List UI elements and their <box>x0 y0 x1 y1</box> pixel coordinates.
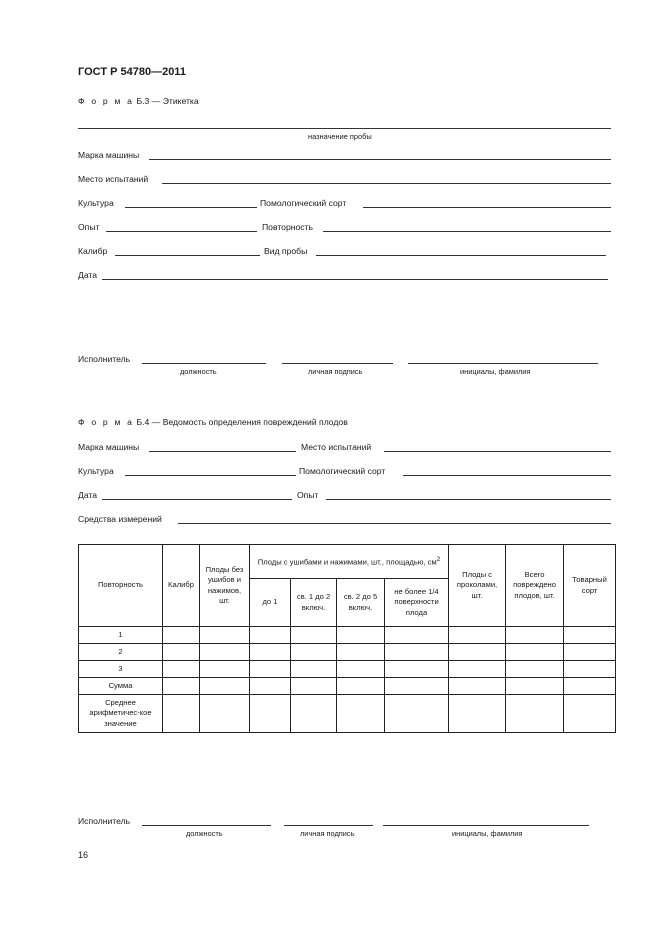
form-b3-title <box>78 96 199 106</box>
b3-executor-label: Исполнитель <box>78 354 131 364</box>
b3-name-line[interactable] <box>408 363 598 364</box>
b3-signature-line[interactable] <box>282 363 393 364</box>
row-label: Сумма <box>79 678 163 695</box>
table-cell[interactable] <box>200 695 250 733</box>
b4-position-line[interactable] <box>142 825 271 826</box>
table-cell[interactable] <box>250 627 291 644</box>
b4-date-line[interactable] <box>102 499 292 500</box>
table-cell[interactable] <box>291 644 337 661</box>
b4-experiment-line[interactable] <box>326 499 611 500</box>
table-cell[interactable] <box>385 661 449 678</box>
b3-machine-brand-line[interactable] <box>149 159 611 160</box>
table-row <box>79 661 616 678</box>
b3-date-label: Дата <box>78 270 98 280</box>
b3-position-line[interactable] <box>142 363 266 364</box>
sub-2-to-5-header: св. 2 до 5 включ. <box>337 579 385 627</box>
purpose-caption: назначение пробы <box>308 132 372 141</box>
page-number: 16 <box>78 850 89 860</box>
purpose-line[interactable] <box>78 128 611 129</box>
b3-sample-type-line[interactable] <box>316 255 606 256</box>
table-cell[interactable] <box>564 661 616 678</box>
table-cell[interactable] <box>250 644 291 661</box>
b3-experiment-label: Опыт <box>78 222 100 232</box>
b4-name-caption: инициалы, фамилия <box>452 829 523 838</box>
table-cell[interactable] <box>337 695 385 733</box>
table-cell[interactable] <box>163 661 200 678</box>
table-row <box>79 627 616 644</box>
table-cell[interactable] <box>449 678 506 695</box>
table-cell[interactable] <box>291 627 337 644</box>
table-cell[interactable] <box>564 695 616 733</box>
sub-quarter-header: не более 1/4 поверхности плода <box>385 579 449 627</box>
table-cell[interactable] <box>449 661 506 678</box>
b3-experiment-line[interactable] <box>106 231 257 232</box>
b3-test-place-line[interactable] <box>162 183 611 184</box>
sub-up-to-1-header: до 1 <box>250 579 291 627</box>
table-cell[interactable] <box>337 644 385 661</box>
standard-header: ГОСТ Р 54780—2011 <box>78 66 186 78</box>
table-row <box>79 644 616 661</box>
b4-variety-label: Помологический сорт <box>299 466 386 476</box>
table-cell[interactable] <box>506 644 564 661</box>
table-cell[interactable] <box>449 627 506 644</box>
b4-name-line[interactable] <box>383 825 589 826</box>
table-row <box>79 678 616 695</box>
b3-crop-line[interactable] <box>125 207 257 208</box>
form-b3-title-rest: Б.3 — Этикетка <box>136 96 199 106</box>
b3-variety-line[interactable] <box>363 207 611 208</box>
b4-tools-label: Средства измерений <box>78 514 162 524</box>
b4-position-caption: должность <box>186 829 223 838</box>
bruises-group-sup: 2 <box>436 555 441 563</box>
table-cell[interactable] <box>200 644 250 661</box>
b4-signature-line[interactable] <box>284 825 373 826</box>
b3-variety-label: Помологический сорт <box>260 198 347 208</box>
table-cell[interactable] <box>506 695 564 733</box>
b3-position-caption: должность <box>180 367 217 376</box>
table-cell[interactable] <box>449 695 506 733</box>
table-cell[interactable] <box>449 644 506 661</box>
col-commercial-header: Товарный сорт <box>564 545 616 627</box>
b4-test-place-line[interactable] <box>384 451 611 452</box>
form-b3-title-word: Ф о р м а <box>78 96 135 106</box>
row-label: 1 <box>79 627 163 644</box>
row-label: 3 <box>79 661 163 678</box>
table-cell[interactable] <box>385 644 449 661</box>
table-cell[interactable] <box>506 678 564 695</box>
b4-machine-brand-label: Марка машины <box>78 442 140 452</box>
b3-signature-caption: личная подпись <box>308 367 363 376</box>
b3-caliber-label: Калибр <box>78 246 108 256</box>
table-cell[interactable] <box>385 678 449 695</box>
col-no-bruises-header: Плоды без ушибов и нажимов, шт. <box>200 545 250 627</box>
table-cell[interactable] <box>163 695 200 733</box>
table-cell[interactable] <box>163 644 200 661</box>
table-cell[interactable] <box>337 627 385 644</box>
col-repetition-header: Повторность <box>79 545 163 627</box>
b4-test-place-label: Место испытаний <box>301 442 372 452</box>
b4-crop-label: Культура <box>78 466 114 476</box>
b3-crop-label: Культура <box>78 198 114 208</box>
table-cell[interactable] <box>506 627 564 644</box>
b4-tools-line[interactable] <box>178 523 611 524</box>
table-cell[interactable] <box>163 678 200 695</box>
row-label: 2 <box>79 644 163 661</box>
table-row <box>79 695 616 733</box>
form-b4-title-rest: Б.4 — Ведомость определения повреждений плодов <box>136 417 348 427</box>
b3-date-line[interactable] <box>102 279 608 280</box>
table-cell[interactable] <box>250 678 291 695</box>
b3-repetition-line[interactable] <box>323 231 611 232</box>
col-caliber-header: Калибр <box>163 545 200 627</box>
table-cell[interactable] <box>250 695 291 733</box>
table-cell[interactable] <box>564 644 616 661</box>
b4-date-label: Дата <box>78 490 98 500</box>
table-cell[interactable] <box>385 627 449 644</box>
damage-table <box>78 544 616 733</box>
table-cell[interactable] <box>200 627 250 644</box>
table-cell[interactable] <box>385 695 449 733</box>
table-cell[interactable] <box>291 678 337 695</box>
table-cell[interactable] <box>506 661 564 678</box>
table-cell[interactable] <box>337 661 385 678</box>
b4-executor-label: Исполнитель <box>78 816 131 826</box>
b3-caliber-line[interactable] <box>115 255 260 256</box>
b3-sample-type-label: Вид пробы <box>264 246 308 256</box>
b3-name-caption: инициалы, фамилия <box>460 367 531 376</box>
table-cell[interactable] <box>291 695 337 733</box>
row-label: Среднее арифметичес-кое значение <box>79 695 163 733</box>
table-cell[interactable] <box>564 627 616 644</box>
b3-machine-brand-label: Марка машины <box>78 150 140 160</box>
col-bruises-group-header <box>250 545 449 579</box>
b3-repetition-label: Повторность <box>262 222 313 232</box>
table-cell[interactable] <box>163 627 200 644</box>
form-b4-title-word: Ф о р м а <box>78 417 135 427</box>
col-punctures-header: Плоды с проколами, шт. <box>449 545 506 627</box>
b3-test-place-label: Место испытаний <box>78 174 149 184</box>
table-cell[interactable] <box>291 661 337 678</box>
table-cell[interactable] <box>200 661 250 678</box>
b4-machine-brand-line[interactable] <box>149 451 296 452</box>
sub-1-to-2-header: св. 1 до 2 включ. <box>291 579 337 627</box>
b4-crop-line[interactable] <box>125 475 296 476</box>
table-cell[interactable] <box>564 678 616 695</box>
form-b4-title <box>78 417 348 427</box>
table-cell[interactable] <box>250 661 291 678</box>
table-cell[interactable] <box>200 678 250 695</box>
col-total-damaged-header: Всего повреждено плодов, шт. <box>506 545 564 627</box>
b4-signature-caption: личная подпись <box>300 829 355 838</box>
table-cell[interactable] <box>337 678 385 695</box>
b4-experiment-label: Опыт <box>297 490 319 500</box>
bruises-group-text: Плоды с ушибами и нажимами, шт., площадью, см <box>257 557 437 567</box>
b4-variety-line[interactable] <box>403 475 611 476</box>
